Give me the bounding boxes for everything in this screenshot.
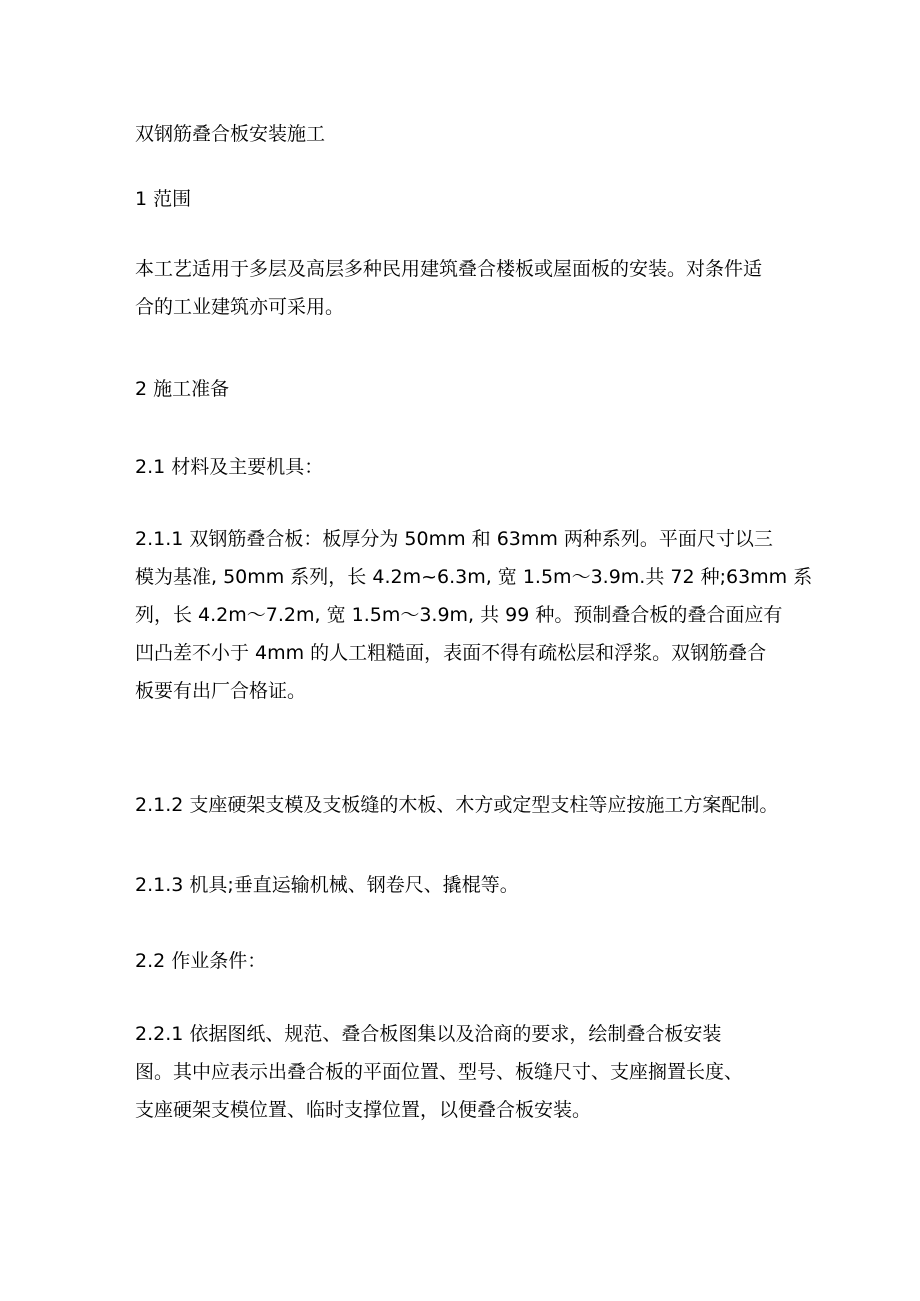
text-line: 图。其中应表示出叠合板的平面位置、型号、板缝尺寸、支座搁置长度、: [135, 1061, 744, 1083]
section-2-1-2-body: 2.1.2 支座硬架支模及支板缝的木板、木方或定型支柱等应按施工方案配制。: [135, 794, 779, 816]
section-heading-1: 1 范围: [135, 188, 192, 210]
section-2-2-1-body: [135, 1015, 805, 1129]
section-2-1-3-body: 2.1.3 机具;垂直运输机械、钢卷尺、撬棍等。: [135, 874, 519, 896]
text-line: 合的工业建筑亦可采用。: [135, 296, 345, 318]
text-line: 模为基准, 50mm 系列，长 4.2m~6.3m, 宽 1.5m～3.9m.共 72 种;63mm 系: [135, 566, 813, 588]
text-line: 2.2.1 依据图纸、规范、叠合板图集以及洽商的要求，绘制叠合板安装: [135, 1023, 722, 1045]
section-heading-2-2: 2.2 作业条件：: [135, 950, 267, 972]
text-line: 2.1.1 双钢筋叠合板：板厚分为 50mm 和 63mm 两种系列。平面尺寸以三: [135, 528, 773, 550]
section-heading-2-1: 2.1 材料及主要机具：: [135, 456, 324, 478]
document-title: 双钢筋叠合板安装施工: [135, 123, 326, 145]
text-line: 列，长 4.2m～7.2m, 宽 1.5m～3.9m, 共 99 种。预制叠合板的叠合面应有: [135, 604, 783, 626]
text-line: 支座硬架支模位置、临时支撑位置，以便叠合板安装。: [135, 1099, 592, 1121]
text-line: 凹凸差不小于 4mm 的人工粗糙面，表面不得有疏松层和浮浆。双钢筋叠合: [135, 642, 767, 664]
section-heading-2: 2 施工准备: [135, 378, 230, 400]
text-line: 板要有出厂合格证。: [135, 680, 307, 702]
section-2-1-1-body: [135, 520, 813, 710]
text-line: 本工艺适用于多层及高层多种民用建筑叠合楼板或屋面板的安装。对条件适: [135, 258, 763, 280]
section-1-body: [135, 250, 805, 326]
